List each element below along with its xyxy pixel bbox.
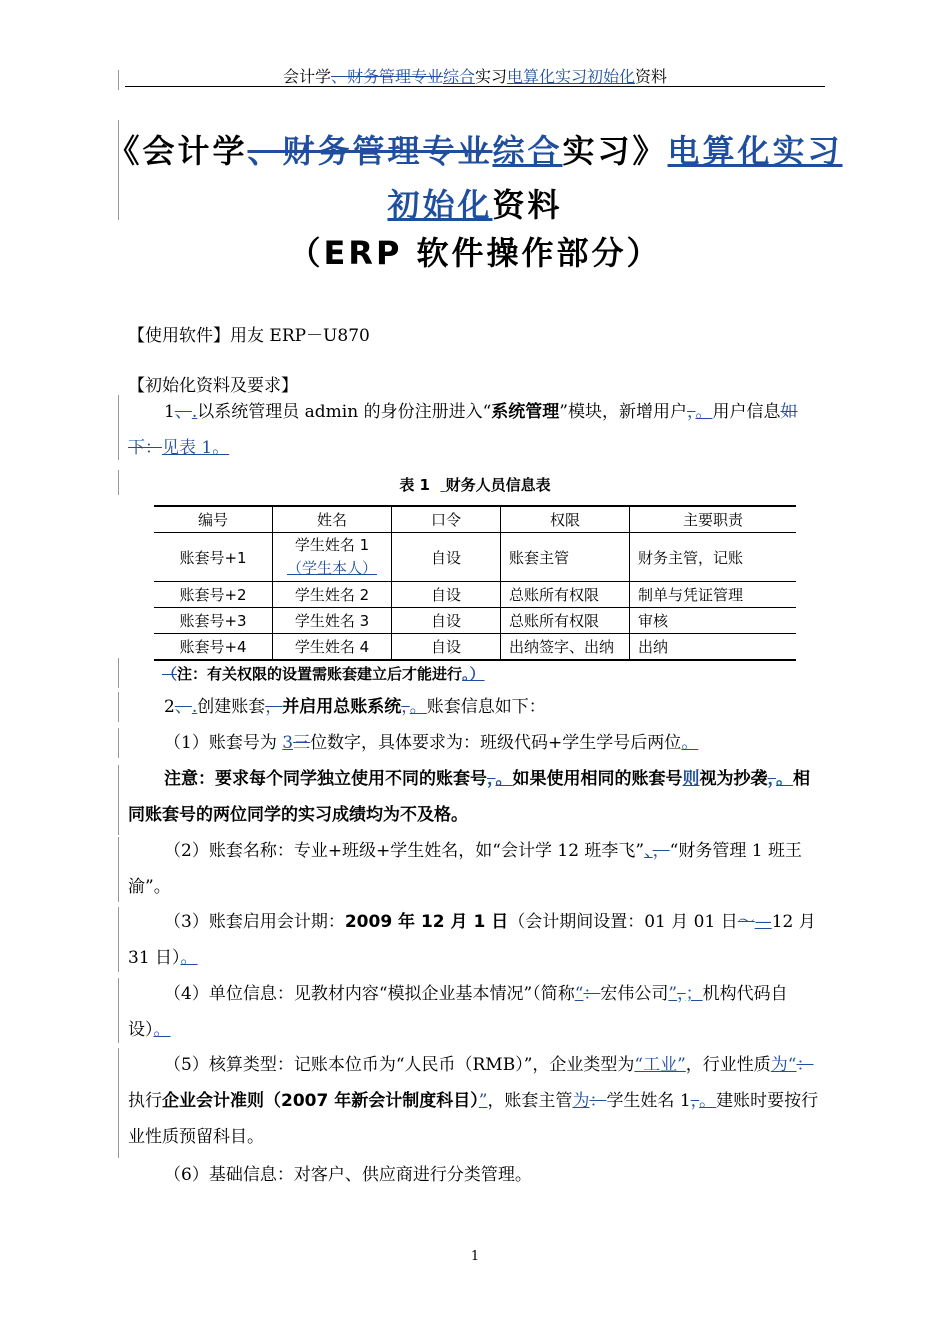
title-deletion: 、财务管理专业 — [247, 132, 493, 170]
insertion: 则 — [682, 769, 700, 789]
deletion: ～ — [737, 912, 755, 932]
insertion: — — [754, 912, 772, 932]
cell-password: 自设 — [392, 582, 501, 608]
sub-item-4 — [128, 976, 824, 1048]
insertion: 见表 1。 — [162, 438, 230, 458]
text: 用户信息 — [712, 402, 781, 422]
text: （1）账套号为 — [164, 733, 283, 753]
table-caption — [0, 474, 950, 495]
deletion: （ — [162, 665, 178, 683]
insertion: 3 — [282, 733, 294, 753]
insertion: . — [191, 402, 198, 422]
cell-duty: 出纳 — [630, 634, 797, 661]
sub-item-5 — [128, 1047, 824, 1155]
title-insertion: 初始化 — [387, 186, 493, 224]
insertion: “工业” — [634, 1055, 686, 1075]
cell-duty: 审核 — [630, 608, 797, 634]
change-bar — [118, 70, 119, 90]
warning-paragraph — [128, 761, 824, 833]
insertion: 。 — [681, 733, 699, 753]
change-bar — [118, 978, 119, 1043]
insertion: 。 — [409, 697, 427, 717]
insertion: 。 — [776, 769, 793, 789]
change-bar — [118, 728, 119, 758]
insertion: 。 — [699, 1091, 717, 1111]
text: 宏伟公司 — [600, 984, 669, 1004]
insertion: 为 — [572, 1091, 590, 1111]
name-insertion: （学生本人） — [286, 559, 377, 577]
text: （2）账套名称：专业+班级+学生姓名，如“会计学 12 班李飞” — [164, 841, 645, 861]
insertion: 。 — [180, 948, 198, 968]
table-header-row — [154, 506, 796, 533]
table-row — [154, 634, 796, 661]
cell-name — [273, 533, 392, 582]
cell-id: 账套号+4 — [154, 634, 273, 661]
item-number: 2 — [164, 697, 175, 717]
cell-id: 账套号+1 — [154, 533, 273, 582]
text: 学生姓名 1 — [606, 1091, 691, 1111]
insertion: 、 — [644, 841, 653, 861]
header-rule — [125, 86, 825, 87]
text: ”模块，新增用户 — [559, 402, 687, 422]
change-bar — [118, 658, 119, 688]
bold-text: 系统管理 — [491, 402, 560, 422]
item-2 — [128, 689, 824, 725]
insertion: 。 — [153, 1020, 171, 1040]
sub-item-3 — [128, 904, 824, 976]
cell-name: 学生姓名 2 — [273, 582, 392, 608]
table-row — [154, 582, 796, 608]
insertion: 。） — [462, 665, 485, 683]
change-bar — [118, 395, 119, 460]
deletion: ： — [583, 984, 601, 1004]
change-bar — [118, 692, 119, 722]
cell-password: 自设 — [392, 608, 501, 634]
text: 执行 — [128, 1091, 162, 1111]
column-header: 口令 — [392, 506, 501, 533]
caption-number: 表 1 — [399, 476, 430, 494]
text: “财务管理 1 班王渝”。 — [128, 841, 802, 897]
item-number: 1 — [164, 402, 175, 422]
sub-item-2 — [128, 833, 824, 905]
deletion: ， — [686, 402, 696, 422]
name-text: 学生姓名 1 — [294, 536, 370, 554]
cell-id: 账套号+2 — [154, 582, 273, 608]
insertion: 。 — [495, 769, 513, 789]
insertion: “ — [574, 984, 584, 1004]
deletion: ， — [401, 697, 410, 717]
insertion: ” — [668, 984, 678, 1004]
cell-permission: 出纳签字、出纳 — [501, 634, 630, 661]
deletion: 、 — [174, 697, 192, 717]
text: 建账时要按行业性质预留科目。 — [128, 1091, 819, 1147]
change-bar — [118, 907, 119, 972]
deletion: 如下： — [128, 402, 798, 458]
caption-title: 财务人员信息表 — [445, 476, 551, 494]
text: （3）账套启用会计期： — [164, 912, 345, 932]
text: 注意：要求每个同学独立使用不同的账套号 — [164, 769, 487, 789]
note-text: 注：有关权限的设置需账套建立后才能进行 — [177, 665, 463, 683]
title-line-3: （ERP 软件操作部分） — [288, 234, 662, 272]
text: ，行业性质 — [685, 1055, 771, 1075]
header-insertion: 综合 — [442, 67, 475, 86]
title-line-2 — [0, 180, 950, 226]
cell-permission: 总账所有权限 — [501, 608, 630, 634]
table-row — [154, 608, 796, 634]
header-deletion: 、财务管理专业 — [330, 67, 443, 86]
sub-item-1 — [128, 725, 824, 761]
table-note — [162, 663, 485, 684]
text: 12 月 31 日） — [128, 912, 816, 968]
column-header: 主要职责 — [630, 506, 797, 533]
header-insertion: 电算化实习初始化 — [507, 67, 636, 86]
deletion: ， — [265, 697, 283, 717]
text: 机构代码自设） — [128, 984, 788, 1040]
cell-permission: 账套主管 — [501, 533, 630, 582]
change-bar — [118, 1048, 119, 1158]
deletion: ， — [690, 1091, 700, 1111]
text: ，账套主管 — [487, 1091, 573, 1111]
deletion: ， — [677, 984, 686, 1004]
text: （5）核算类型：记账本位币为“人民币（RMB）”，企业类型为 — [164, 1055, 635, 1075]
insertion: 。 — [695, 402, 713, 422]
title-insertion: 电算化实习 — [667, 132, 843, 170]
deletion: ： — [589, 1091, 607, 1111]
title-text: 资料 — [492, 186, 563, 224]
column-header: 姓名 — [273, 506, 392, 533]
text: 创建账套 — [197, 697, 266, 717]
column-header: 编号 — [154, 506, 273, 533]
deletion: ： — [796, 1055, 814, 1075]
cell-password: 自设 — [392, 634, 501, 661]
change-bar — [118, 837, 119, 902]
title-insertion: 综合 — [492, 132, 563, 170]
bold-text: 并启用总账系统 — [282, 697, 402, 717]
page-number: 1 — [470, 1249, 480, 1264]
cell-duty: 制单与凭证管理 — [630, 582, 797, 608]
insertion: . — [191, 697, 198, 717]
text: 以系统管理员 admin 的身份注册进入“ — [197, 402, 492, 422]
title-text: 《会计学 — [107, 132, 248, 170]
deletion: ， — [652, 841, 670, 861]
page-header — [0, 64, 950, 87]
text: 账套信息如下： — [426, 697, 546, 717]
cell-id: 账套号+3 — [154, 608, 273, 634]
requirements-heading: 【初始化资料及要求】 — [128, 376, 298, 396]
insertion: 为“ — [770, 1055, 797, 1075]
change-bar — [118, 765, 119, 835]
cell-duty: 财务主管，记账 — [630, 533, 797, 582]
table-row — [154, 533, 796, 582]
cell-password: 自设 — [392, 533, 501, 582]
deletion: ， — [767, 769, 776, 789]
software-line: 【使用软件】用友 ERP－U870 — [128, 326, 370, 346]
title-line-1 — [0, 126, 950, 172]
header-text: 会计学 — [282, 67, 331, 86]
bold-text: 2009 年 12 月 1 日 — [344, 912, 509, 932]
header-text: 资料 — [635, 67, 668, 86]
insertion: ” — [478, 1091, 488, 1111]
deletion: 、 — [174, 402, 192, 422]
cell-name: 学生姓名 3 — [273, 608, 392, 634]
text: 视为抄袭 — [699, 769, 768, 789]
staff-table — [154, 505, 796, 661]
deletion: 三 — [293, 733, 311, 753]
sub-item-6: （6）基础信息：对客户、供应商进行分类管理。 — [164, 1165, 532, 1185]
column-header: 权限 — [501, 506, 630, 533]
item-1 — [128, 394, 824, 466]
title-text: 实习》 — [562, 132, 668, 170]
text: 如果使用相同的账套号 — [512, 769, 683, 789]
cell-name: 学生姓名 4 — [273, 634, 392, 661]
deletion: ， — [487, 769, 496, 789]
text: （4）单位信息：见教材内容“模拟企业基本情况”（简称 — [164, 984, 575, 1004]
bold-text: 企业会计准则（2007 年新会计制度科目） — [162, 1091, 479, 1111]
insertion: ； — [685, 984, 703, 1004]
header-text: 实习 — [475, 67, 508, 86]
cell-permission: 总账所有权限 — [501, 582, 630, 608]
text: 相同账套号的两位同学的实习成绩均为不及格。 — [128, 769, 810, 825]
text: （会计期间设置：01 月 01 日 — [508, 912, 738, 932]
text: 位数字，具体要求为：班级代码+学生学号后两位 — [310, 733, 682, 753]
